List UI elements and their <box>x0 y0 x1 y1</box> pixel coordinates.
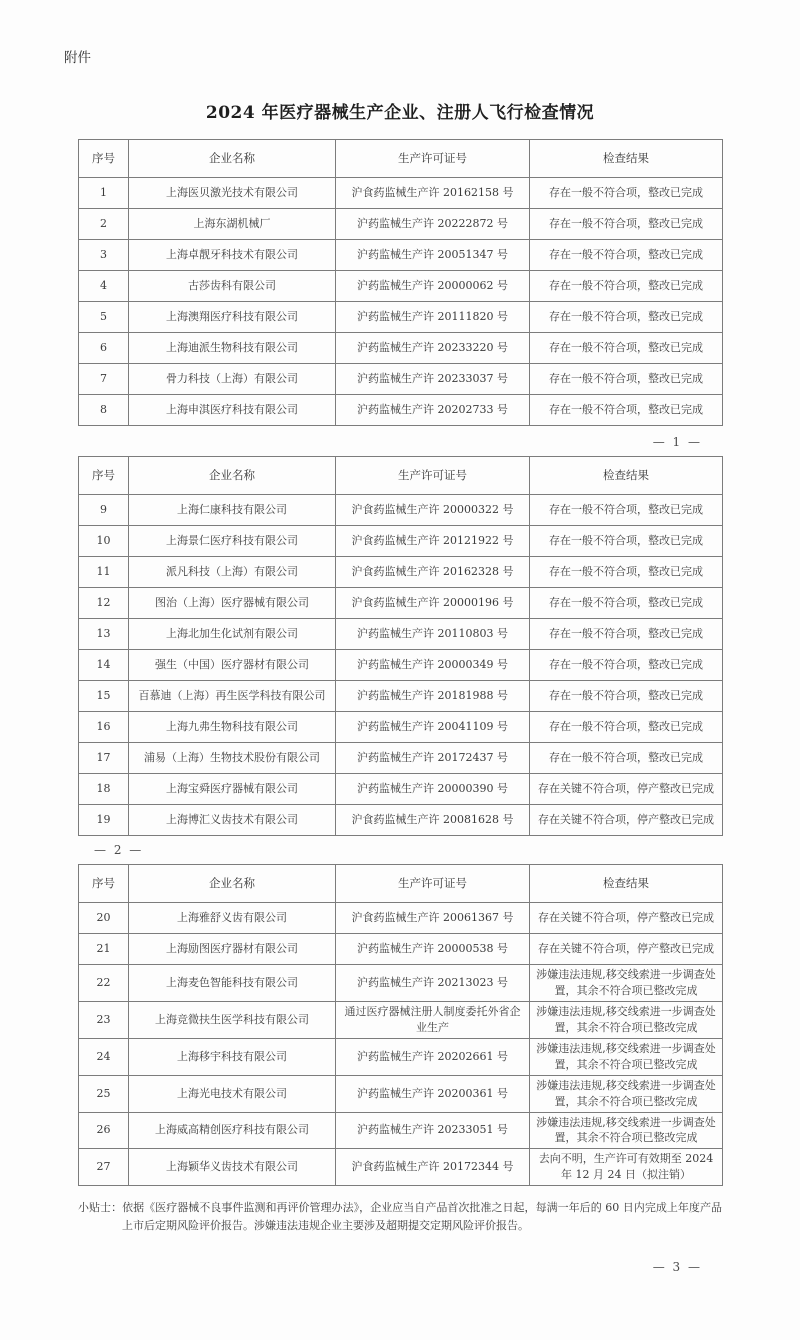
license-number-cell: 沪药监械生产许 20172437 号 <box>336 743 530 774</box>
company-name-cell: 上海竞微扶生医学科技有限公司 <box>129 1001 336 1038</box>
inspection-result-cell: 存在关键不符合项，停产整改已完成 <box>530 774 723 805</box>
inspection-result-cell: 存在一般不符合项，整改已完成 <box>530 619 723 650</box>
table-row <box>79 1149 723 1186</box>
license-number-cell: 沪食药监械生产许 20162328 号 <box>336 557 530 588</box>
company-name-cell: 上海九弗生物科技有限公司 <box>129 712 336 743</box>
company-name-cell: 古莎齿科有限公司 <box>129 271 336 302</box>
serial-cell: 24 <box>79 1038 129 1075</box>
table-row <box>79 526 723 557</box>
company-name-cell: 上海麦色智能科技有限公司 <box>129 965 336 1002</box>
serial-cell: 12 <box>79 588 129 619</box>
serial-cell: 26 <box>79 1112 129 1149</box>
license-number-cell: 沪药监械生产许 20110803 号 <box>336 619 530 650</box>
license-number-cell: 沪食药监械生产许 20000196 号 <box>336 588 530 619</box>
table-row <box>79 1112 723 1149</box>
company-name-cell: 上海宝舜医疗器械有限公司 <box>129 774 336 805</box>
license-number-cell: 沪药监械生产许 20233051 号 <box>336 1112 530 1149</box>
column-header: 生产许可证号 <box>336 865 530 903</box>
license-number-cell: 沪药监械生产许 20233220 号 <box>336 333 530 364</box>
column-header: 检查结果 <box>530 140 723 178</box>
column-header: 企业名称 <box>129 457 336 495</box>
serial-cell: 7 <box>79 364 129 395</box>
serial-cell: 8 <box>79 395 129 426</box>
inspection-result-cell: 存在关键不符合项，停产整改已完成 <box>530 903 723 934</box>
company-name-cell: 上海医贝激光技术有限公司 <box>129 178 336 209</box>
page-number-2: — 2 — <box>94 843 144 857</box>
serial-cell: 13 <box>79 619 129 650</box>
license-number-cell: 沪药监械生产许 20051347 号 <box>336 240 530 271</box>
license-number-cell: 沪食药监械生产许 20172344 号 <box>336 1149 530 1186</box>
inspection-result-cell: 涉嫌违法违规,移交线索进一步调查处置，其余不符合项已整改完成 <box>530 1001 723 1038</box>
column-header: 企业名称 <box>129 140 336 178</box>
inspection-result-cell: 存在一般不符合项，整改已完成 <box>530 364 723 395</box>
serial-cell: 21 <box>79 934 129 965</box>
table-row <box>79 1001 723 1038</box>
table-row <box>79 209 723 240</box>
company-name-cell: 上海移宇科技有限公司 <box>129 1038 336 1075</box>
inspection-result-cell: 存在一般不符合项，整改已完成 <box>530 681 723 712</box>
serial-cell: 14 <box>79 650 129 681</box>
table-row <box>79 302 723 333</box>
column-header: 生产许可证号 <box>336 457 530 495</box>
inspection-result-cell: 存在一般不符合项，整改已完成 <box>530 333 723 364</box>
table-row <box>79 743 723 774</box>
company-name-cell: 百慕迪（上海）再生医学科技有限公司 <box>129 681 336 712</box>
license-number-cell: 沪食药监械生产许 20061367 号 <box>336 903 530 934</box>
company-name-cell: 上海颖华义齿技术有限公司 <box>129 1149 336 1186</box>
serial-cell: 3 <box>79 240 129 271</box>
license-number-cell: 沪药监械生产许 20000349 号 <box>336 650 530 681</box>
table-row <box>79 495 723 526</box>
inspection-result-cell: 存在一般不符合项，整改已完成 <box>530 178 723 209</box>
serial-cell: 11 <box>79 557 129 588</box>
document-title: 2024 年医疗器械生产企业、注册人飞行检查情况 <box>205 103 595 123</box>
serial-cell: 10 <box>79 526 129 557</box>
column-header: 序号 <box>79 140 129 178</box>
column-header: 检查结果 <box>530 865 723 903</box>
serial-cell: 4 <box>79 271 129 302</box>
inspection-result-cell: 存在一般不符合项，整改已完成 <box>530 712 723 743</box>
serial-cell: 20 <box>79 903 129 934</box>
table-row <box>79 774 723 805</box>
table-row <box>79 1038 723 1075</box>
license-number-cell: 沪药监械生产许 20000390 号 <box>336 774 530 805</box>
inspection-result-cell: 涉嫌违法违规,移交线索进一步调查处置，其余不符合项已整改完成 <box>530 1038 723 1075</box>
column-header: 生产许可证号 <box>336 140 530 178</box>
header-row <box>79 140 723 178</box>
license-number-cell: 沪药监械生产许 20000538 号 <box>336 934 530 965</box>
header-row <box>79 457 723 495</box>
company-name-cell: 上海励图医疗器材有限公司 <box>129 934 336 965</box>
inspection-result-cell: 存在一般不符合项，整改已完成 <box>530 395 723 426</box>
serial-cell: 1 <box>79 178 129 209</box>
company-name-cell: 派凡科技（上海）有限公司 <box>129 557 336 588</box>
inspection-result-cell: 存在一般不符合项，整改已完成 <box>530 209 723 240</box>
company-name-cell: 上海卓靓牙科技术有限公司 <box>129 240 336 271</box>
serial-cell: 19 <box>79 805 129 836</box>
inspection-result-cell: 涉嫌违法违规,移交线索进一步调查处置，其余不符合项已整改完成 <box>530 1112 723 1149</box>
table-row <box>79 805 723 836</box>
company-name-cell: 上海澳翔医疗科技有限公司 <box>129 302 336 333</box>
column-header: 序号 <box>79 865 129 903</box>
license-number-cell: 沪药监械生产许 20181988 号 <box>336 681 530 712</box>
license-number-cell: 沪食药监械生产许 20081628 号 <box>336 805 530 836</box>
company-name-cell: 上海北加生化试剂有限公司 <box>129 619 336 650</box>
inspection-result-cell: 存在关键不符合项，停产整改已完成 <box>530 805 723 836</box>
inspection-result-cell: 存在一般不符合项，整改已完成 <box>530 526 723 557</box>
inspection-result-cell: 存在关键不符合项，停产整改已完成 <box>530 934 723 965</box>
footnote-tip: 小贴士：依据《医疗器械不良事件监测和再评价管理办法》，企业应当自产品首次批准之日起，每满一年后的 60 日内完成上年度产品上市后定期风险评价报告。涉嫌违法违规企业主要涉及超期提交定期风险评价报告。 <box>78 1201 722 1233</box>
inspection-result-cell: 存在一般不符合项，整改已完成 <box>530 271 723 302</box>
inspection-result-cell: 存在一般不符合项，整改已完成 <box>530 588 723 619</box>
header-row <box>79 865 723 903</box>
license-number-cell: 沪药监械生产许 20213023 号 <box>336 965 530 1002</box>
license-number-cell: 沪食药监械生产许 20000322 号 <box>336 495 530 526</box>
license-number-cell: 沪药监械生产许 20111820 号 <box>336 302 530 333</box>
license-number-cell: 沪药监械生产许 20200361 号 <box>336 1075 530 1112</box>
serial-cell: 18 <box>79 774 129 805</box>
table-row <box>79 1075 723 1112</box>
inspection-result-cell: 涉嫌违法违规,移交线索进一步调查处置，其余不符合项已整改完成 <box>530 1075 723 1112</box>
serial-cell: 23 <box>79 1001 129 1038</box>
license-number-cell: 沪药监械生产许 20202733 号 <box>336 395 530 426</box>
table-row <box>79 557 723 588</box>
inspection-table-page1 <box>78 139 723 426</box>
company-name-cell: 上海威高精创医疗科技有限公司 <box>129 1112 336 1149</box>
inspection-result-cell: 存在一般不符合项，整改已完成 <box>530 240 723 271</box>
inspection-table-page3 <box>78 864 723 1186</box>
license-number-cell: 沪药监械生产许 20202661 号 <box>336 1038 530 1075</box>
company-name-cell: 上海光电技术有限公司 <box>129 1075 336 1112</box>
column-header: 检查结果 <box>530 457 723 495</box>
license-number-cell: 沪药监械生产许 20233037 号 <box>336 364 530 395</box>
table-row <box>79 588 723 619</box>
inspection-result-cell: 去向不明，生产许可有效期至 2024 年 12 月 24 日（拟注销） <box>530 1149 723 1186</box>
company-name-cell: 强生（中国）医疗器材有限公司 <box>129 650 336 681</box>
inspection-result-cell: 存在一般不符合项，整改已完成 <box>530 650 723 681</box>
company-name-cell: 上海迪派生物科技有限公司 <box>129 333 336 364</box>
company-name-cell: 上海东湖机械厂 <box>129 209 336 240</box>
table-row <box>79 364 723 395</box>
license-number-cell: 沪食药监械生产许 20121922 号 <box>336 526 530 557</box>
company-name-cell: 浦易（上海）生物技术股份有限公司 <box>129 743 336 774</box>
table-row <box>79 395 723 426</box>
table-row <box>79 681 723 712</box>
serial-cell: 2 <box>79 209 129 240</box>
inspection-result-cell: 存在一般不符合项，整改已完成 <box>530 302 723 333</box>
table-row <box>79 178 723 209</box>
table-row <box>79 240 723 271</box>
company-name-cell: 上海博汇义齿技术有限公司 <box>129 805 336 836</box>
inspection-table-page2 <box>78 456 723 836</box>
company-name-cell: 上海景仁医疗科技有限公司 <box>129 526 336 557</box>
serial-cell: 16 <box>79 712 129 743</box>
serial-cell: 27 <box>79 1149 129 1186</box>
license-number-cell: 沪药监械生产许 20000062 号 <box>336 271 530 302</box>
table-row <box>79 333 723 364</box>
table-row <box>79 934 723 965</box>
table-row <box>79 619 723 650</box>
company-name-cell: 图治（上海）医疗器械有限公司 <box>129 588 336 619</box>
column-header: 企业名称 <box>129 865 336 903</box>
attachment-label: 附件 <box>64 50 91 66</box>
inspection-result-cell: 涉嫌违法违规,移交线索进一步调查处置，其余不符合项已整改完成 <box>530 965 723 1002</box>
serial-cell: 22 <box>79 965 129 1002</box>
table-row <box>79 650 723 681</box>
serial-cell: 15 <box>79 681 129 712</box>
serial-cell: 9 <box>79 495 129 526</box>
company-name-cell: 上海雅舒义齿有限公司 <box>129 903 336 934</box>
company-name-cell: 上海仁康科技有限公司 <box>129 495 336 526</box>
serial-cell: 5 <box>79 302 129 333</box>
table-row <box>79 903 723 934</box>
company-name-cell: 骨力科技（上海）有限公司 <box>129 364 336 395</box>
company-name-cell: 上海申淇医疗科技有限公司 <box>129 395 336 426</box>
serial-cell: 6 <box>79 333 129 364</box>
table-row <box>79 271 723 302</box>
table-row <box>79 965 723 1002</box>
license-number-cell: 通过医疗器械注册人制度委托外省企业生产 <box>336 1001 530 1038</box>
serial-cell: 17 <box>79 743 129 774</box>
serial-cell: 25 <box>79 1075 129 1112</box>
page-number-3: — 3 — <box>652 1259 702 1274</box>
license-number-cell: 沪食药监械生产许 20162158 号 <box>336 178 530 209</box>
license-number-cell: 沪药监械生产许 20041109 号 <box>336 712 530 743</box>
inspection-result-cell: 存在一般不符合项，整改已完成 <box>530 743 723 774</box>
inspection-result-cell: 存在一般不符合项，整改已完成 <box>530 557 723 588</box>
inspection-result-cell: 存在一般不符合项，整改已完成 <box>530 495 723 526</box>
table-row <box>79 712 723 743</box>
page-number-1: — 1 — <box>652 435 702 449</box>
license-number-cell: 沪药监械生产许 20222872 号 <box>336 209 530 240</box>
column-header: 序号 <box>79 457 129 495</box>
